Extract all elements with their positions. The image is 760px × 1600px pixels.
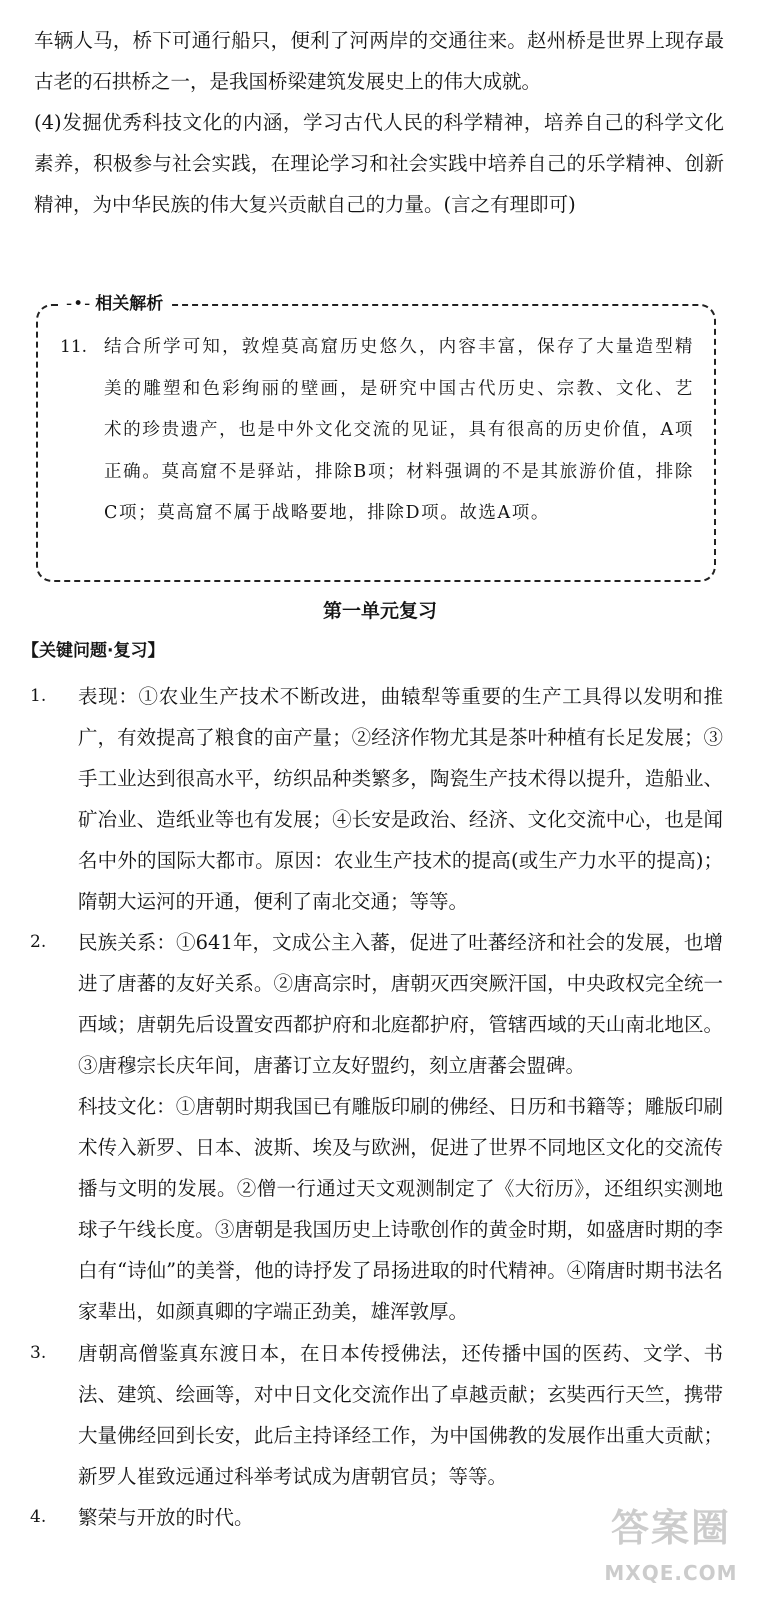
watermark (596, 1498, 746, 1594)
item-number: 3. (30, 1343, 47, 1363)
item-text: 唐朝高僧鉴真东渡日本，在日本传授佛法，还传播中国的医药、文学、书法、建筑、绘画等，对中日文化交流作出了卓越贡献；玄奘西行天竺，携带大量佛经回到长安，此后主持译经工作，为中国佛教的发展作出重大贡献；新罗人崔致远通过科举考试成为唐朝官员；等等。 (78, 1342, 723, 1488)
answer-item-4-paragraph: (4)发掘优秀科技文化的内涵，学习古代人民的科学精神，培养自己的科学文化素养，积极参与社会实践，在理论学习和社会实践中培养自己的乐学精神、创新精神，为中华民族的伟大复兴贡献自己的力量。(言之有理即可) (34, 111, 724, 216)
item-number: 2. (30, 932, 47, 952)
analysis-question-number: 11. (60, 337, 88, 357)
unit-heading: 第一单元复习 (322, 600, 437, 622)
section-label: 【关键问题·复习】 (22, 641, 165, 661)
item-text: 繁荣与开放的时代。 (78, 1506, 254, 1529)
analysis-title-text: 相关解析 (95, 294, 164, 314)
watermark-url: MXQE.COM (604, 1561, 738, 1585)
item-text: 民族关系：①641年，文成公主入蕃，促进了吐蕃经济和社会的发展，也增进了唐蕃的友好关系。②唐高宗时，唐朝灭西突厥汗国，中央政权完全统一西域；唐朝先后设置安西都护府和北庭都护府，管辖西域的天山南北地区。③唐穆宗长庆年间，唐蕃订立友好盟约，刻立唐蕃会盟碑。 (78, 931, 723, 1077)
continuation-paragraph: 车辆人马，桥下可通行船只，便利了河两岸的交通往来。赵州桥是世界上现存最古老的石拱桥之一，是我国桥梁建筑发展史上的伟大成就。 (34, 29, 724, 93)
item-text: 表现：①农业生产技术不断改进，曲辕犁等重要的生产工具得以发明和推广，有效提高了粮食的亩产量；②经济作物尤其是茶叶种植有长足发展；③手工业达到很高水平，纺织品种类繁多，陶瓷生产技术得以提升，造船业、矿冶业、造纸业等也有发展；④长安是政治、经济、文化交流中心，也是闻名中外的国际大都市。原因：农业生产技术的提高(或生产力水平的提高)；隋朝大运河的开通，便利了南北交通；等等。 (78, 685, 723, 913)
analysis-box-title (58, 288, 171, 320)
analysis-text: 结合所学可知，敦煌莫高窟历史悠久，内容丰富，保存了大量造型精美的雕塑和色彩绚丽的壁画，是研究中国古代历史、宗教、文化、艺术的珍贵遗产，也是中外文化交流的见证，具有很高的历史价值，A项正确。莫高窟不是驿站，排除B项；材料强调的不是其旅游价值，排除C项；莫高窟不属于战略要地，排除D项。故选A项。 (104, 337, 694, 523)
item-text-continued: 科技文化：①唐朝时期我国已有雕版印刷的佛经、日历和书籍等；雕版印刷术传入新罗、日本、波斯、埃及与欧洲，促进了世界不同地区文化的交流传播与文明的发展。②僧一行通过天文观测制定了《大衍历》，还组织实测地球子午线长度。③唐朝是我国历史上诗歌创作的黄金时期，如盛唐时期的李白有“诗仙”的美誉，他的诗抒发了昂扬进取的时代精神。④隋唐时期书法名家辈出，如颜真卿的字端正劲美，雄浑敦厚。 (78, 1095, 723, 1323)
item-number: 4. (30, 1507, 47, 1527)
item-number: 1. (30, 686, 47, 706)
watermark-logo: 答案圈 (610, 1506, 731, 1550)
title-dash-decoration: -•- (66, 294, 92, 314)
